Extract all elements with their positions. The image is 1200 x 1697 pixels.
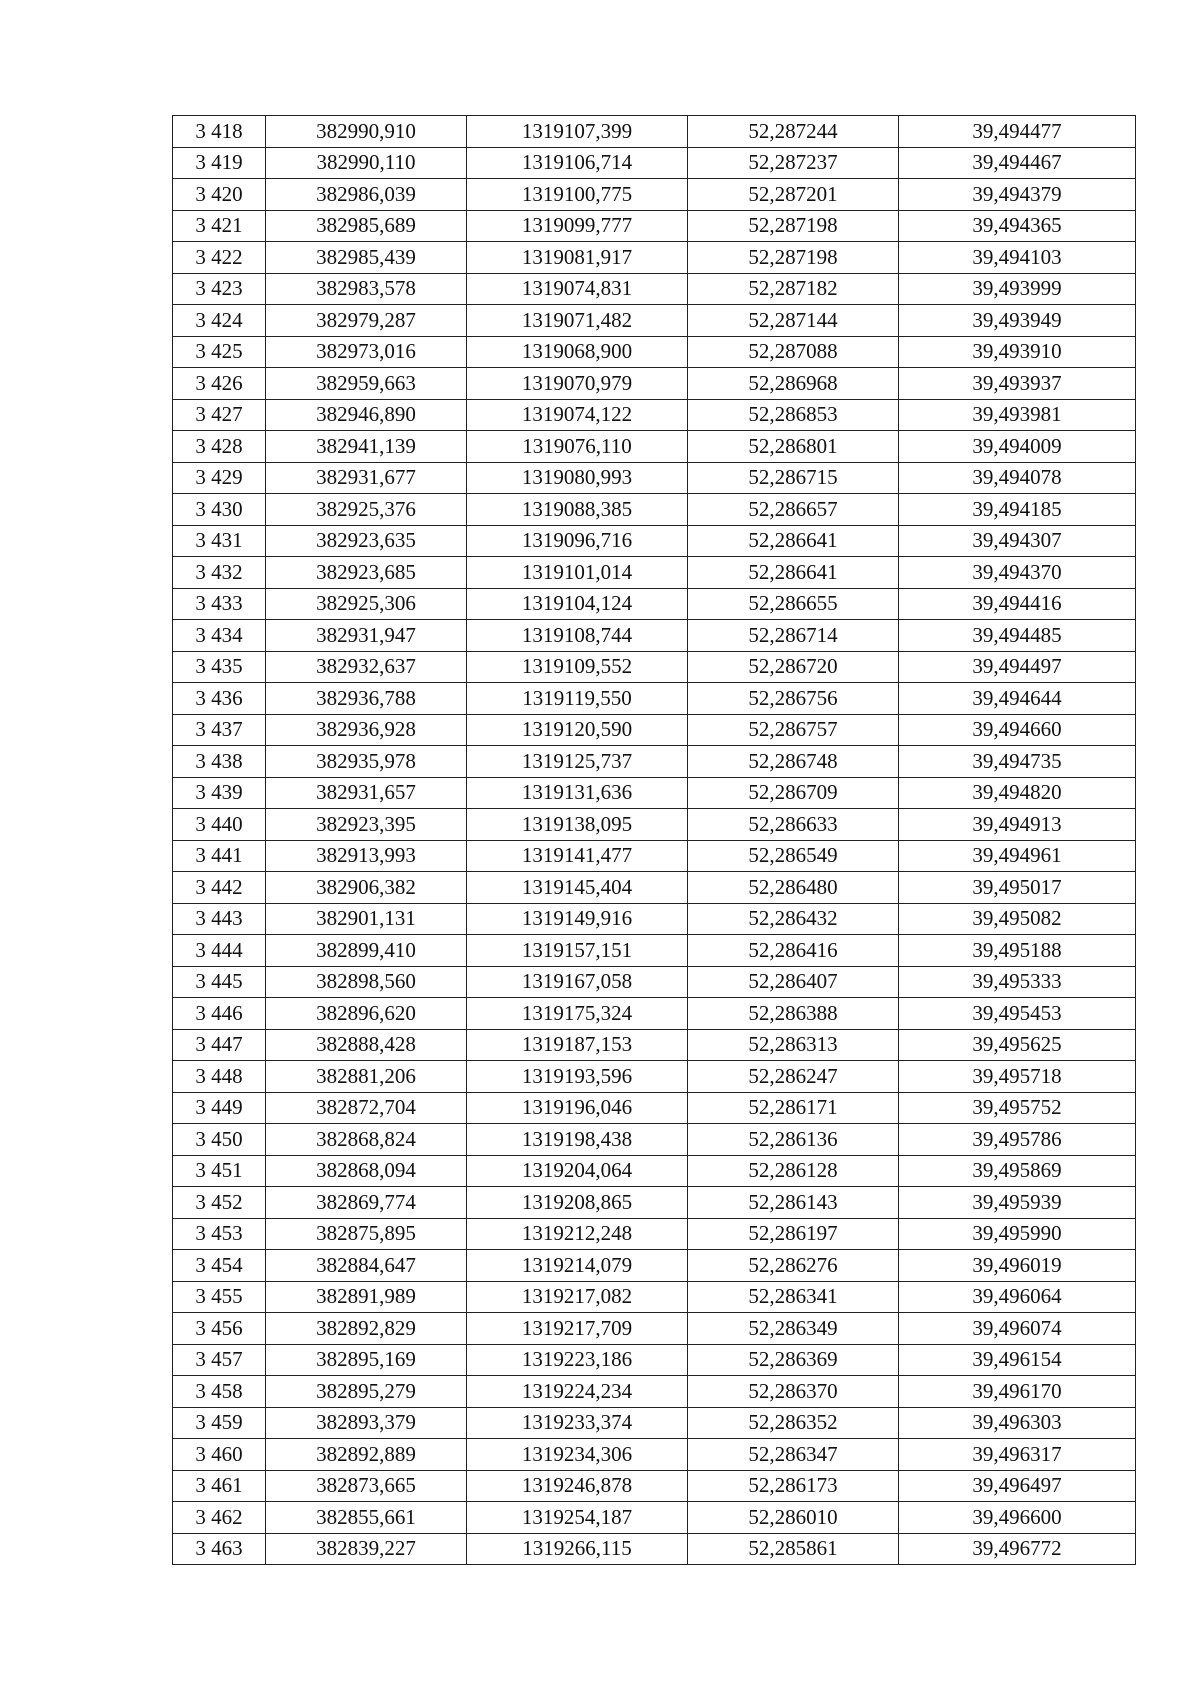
point-number-cell: 3 430 [173,494,266,526]
y-coordinate-cell: 1319149,916 [467,903,688,935]
point-number-cell: 3 460 [173,1439,266,1471]
y-coordinate-cell: 1319120,590 [467,714,688,746]
x-coordinate-cell: 382959,663 [266,368,467,400]
longitude-cell: 39,495333 [899,966,1136,998]
x-coordinate-cell: 382985,439 [266,242,467,274]
longitude-cell: 39,494467 [899,147,1136,179]
longitude-cell: 39,493937 [899,368,1136,400]
y-coordinate-cell: 1319131,636 [467,777,688,809]
latitude-cell: 52,286416 [688,935,899,967]
latitude-cell: 52,286143 [688,1187,899,1219]
x-coordinate-cell: 382923,635 [266,525,467,557]
x-coordinate-cell: 382925,306 [266,588,467,620]
table-row [173,1407,1136,1439]
table-row [173,1502,1136,1534]
longitude-cell: 39,494307 [899,525,1136,557]
x-coordinate-cell: 382935,978 [266,746,467,778]
longitude-cell: 39,494370 [899,557,1136,589]
table-row [173,1155,1136,1187]
latitude-cell: 52,286657 [688,494,899,526]
y-coordinate-cell: 1319234,306 [467,1439,688,1471]
latitude-cell: 52,287244 [688,116,899,148]
latitude-cell: 52,286801 [688,431,899,463]
x-coordinate-cell: 382899,410 [266,935,467,967]
y-coordinate-cell: 1319167,058 [467,966,688,998]
point-number-cell: 3 439 [173,777,266,809]
table-row [173,1313,1136,1345]
latitude-cell: 52,286709 [688,777,899,809]
point-number-cell: 3 418 [173,116,266,148]
y-coordinate-cell: 1319070,979 [467,368,688,400]
y-coordinate-cell: 1319100,775 [467,179,688,211]
x-coordinate-cell: 382901,131 [266,903,467,935]
table-row [173,840,1136,872]
x-coordinate-cell: 382855,661 [266,1502,467,1534]
longitude-cell: 39,494485 [899,620,1136,652]
table-row [173,1250,1136,1282]
point-number-cell: 3 443 [173,903,266,935]
y-coordinate-cell: 1319074,122 [467,399,688,431]
latitude-cell: 52,286655 [688,588,899,620]
x-coordinate-cell: 382983,578 [266,273,467,305]
longitude-cell: 39,493949 [899,305,1136,337]
y-coordinate-cell: 1319266,115 [467,1533,688,1565]
longitude-cell: 39,495082 [899,903,1136,935]
x-coordinate-cell: 382869,774 [266,1187,467,1219]
latitude-cell: 52,287198 [688,242,899,274]
table-row [173,210,1136,242]
table-row [173,462,1136,494]
point-number-cell: 3 445 [173,966,266,998]
coordinates-table [172,115,1136,1565]
point-number-cell: 3 463 [173,1533,266,1565]
x-coordinate-cell: 382893,379 [266,1407,467,1439]
x-coordinate-cell: 382839,227 [266,1533,467,1565]
longitude-cell: 39,496303 [899,1407,1136,1439]
point-number-cell: 3 450 [173,1124,266,1156]
longitude-cell: 39,495752 [899,1092,1136,1124]
y-coordinate-cell: 1319088,385 [467,494,688,526]
y-coordinate-cell: 1319157,151 [467,935,688,967]
longitude-cell: 39,495786 [899,1124,1136,1156]
point-number-cell: 3 454 [173,1250,266,1282]
table-row [173,903,1136,935]
table-row [173,1376,1136,1408]
table-row [173,305,1136,337]
longitude-cell: 39,494961 [899,840,1136,872]
x-coordinate-cell: 382913,993 [266,840,467,872]
longitude-cell: 39,496064 [899,1281,1136,1313]
longitude-cell: 39,496074 [899,1313,1136,1345]
point-number-cell: 3 420 [173,179,266,211]
point-number-cell: 3 422 [173,242,266,274]
x-coordinate-cell: 382868,094 [266,1155,467,1187]
point-number-cell: 3 433 [173,588,266,620]
longitude-cell: 39,496154 [899,1344,1136,1376]
x-coordinate-cell: 382946,890 [266,399,467,431]
longitude-cell: 39,494103 [899,242,1136,274]
x-coordinate-cell: 382892,829 [266,1313,467,1345]
x-coordinate-cell: 382979,287 [266,305,467,337]
y-coordinate-cell: 1319106,714 [467,147,688,179]
y-coordinate-cell: 1319214,079 [467,1250,688,1282]
latitude-cell: 52,285861 [688,1533,899,1565]
x-coordinate-cell: 382925,376 [266,494,467,526]
longitude-cell: 39,494477 [899,116,1136,148]
point-number-cell: 3 438 [173,746,266,778]
point-number-cell: 3 441 [173,840,266,872]
table-row [173,494,1136,526]
latitude-cell: 52,287088 [688,336,899,368]
point-number-cell: 3 451 [173,1155,266,1187]
table-row [173,998,1136,1030]
point-number-cell: 3 455 [173,1281,266,1313]
point-number-cell: 3 456 [173,1313,266,1345]
point-number-cell: 3 448 [173,1061,266,1093]
x-coordinate-cell: 382888,428 [266,1029,467,1061]
point-number-cell: 3 440 [173,809,266,841]
table-row [173,147,1136,179]
longitude-cell: 39,494644 [899,683,1136,715]
y-coordinate-cell: 1319076,110 [467,431,688,463]
x-coordinate-cell: 382875,895 [266,1218,467,1250]
latitude-cell: 52,286247 [688,1061,899,1093]
latitude-cell: 52,286313 [688,1029,899,1061]
table-row [173,368,1136,400]
latitude-cell: 52,287201 [688,179,899,211]
longitude-cell: 39,493910 [899,336,1136,368]
y-coordinate-cell: 1319101,014 [467,557,688,589]
longitude-cell: 39,495869 [899,1155,1136,1187]
point-number-cell: 3 423 [173,273,266,305]
x-coordinate-cell: 382868,824 [266,1124,467,1156]
latitude-cell: 52,286714 [688,620,899,652]
x-coordinate-cell: 382884,647 [266,1250,467,1282]
latitude-cell: 52,286720 [688,651,899,683]
point-number-cell: 3 457 [173,1344,266,1376]
latitude-cell: 52,287198 [688,210,899,242]
longitude-cell: 39,494497 [899,651,1136,683]
point-number-cell: 3 434 [173,620,266,652]
latitude-cell: 52,286549 [688,840,899,872]
latitude-cell: 52,287237 [688,147,899,179]
y-coordinate-cell: 1319246,878 [467,1470,688,1502]
latitude-cell: 52,286128 [688,1155,899,1187]
coordinates-table-body [173,116,1136,1565]
point-number-cell: 3 444 [173,935,266,967]
latitude-cell: 52,286173 [688,1470,899,1502]
point-number-cell: 3 426 [173,368,266,400]
latitude-cell: 52,286136 [688,1124,899,1156]
latitude-cell: 52,286370 [688,1376,899,1408]
y-coordinate-cell: 1319096,716 [467,525,688,557]
point-number-cell: 3 425 [173,336,266,368]
y-coordinate-cell: 1319125,737 [467,746,688,778]
y-coordinate-cell: 1319108,744 [467,620,688,652]
x-coordinate-cell: 382941,139 [266,431,467,463]
y-coordinate-cell: 1319233,374 [467,1407,688,1439]
point-number-cell: 3 428 [173,431,266,463]
x-coordinate-cell: 382973,016 [266,336,467,368]
table-row [173,242,1136,274]
table-row [173,620,1136,652]
point-number-cell: 3 436 [173,683,266,715]
y-coordinate-cell: 1319223,186 [467,1344,688,1376]
x-coordinate-cell: 382898,560 [266,966,467,998]
table-row [173,1281,1136,1313]
x-coordinate-cell: 382873,665 [266,1470,467,1502]
longitude-cell: 39,494735 [899,746,1136,778]
point-number-cell: 3 452 [173,1187,266,1219]
y-coordinate-cell: 1319068,900 [467,336,688,368]
latitude-cell: 52,286276 [688,1250,899,1282]
longitude-cell: 39,495990 [899,1218,1136,1250]
latitude-cell: 52,286010 [688,1502,899,1534]
point-number-cell: 3 462 [173,1502,266,1534]
longitude-cell: 39,494009 [899,431,1136,463]
latitude-cell: 52,286480 [688,872,899,904]
latitude-cell: 52,286197 [688,1218,899,1250]
latitude-cell: 52,286388 [688,998,899,1030]
latitude-cell: 52,286171 [688,1092,899,1124]
x-coordinate-cell: 382872,704 [266,1092,467,1124]
x-coordinate-cell: 382906,382 [266,872,467,904]
y-coordinate-cell: 1319119,550 [467,683,688,715]
x-coordinate-cell: 382986,039 [266,179,467,211]
longitude-cell: 39,496772 [899,1533,1136,1565]
table-row [173,651,1136,683]
x-coordinate-cell: 382931,677 [266,462,467,494]
latitude-cell: 52,286347 [688,1439,899,1471]
x-coordinate-cell: 382892,889 [266,1439,467,1471]
table-row [173,588,1136,620]
x-coordinate-cell: 382936,788 [266,683,467,715]
y-coordinate-cell: 1319204,064 [467,1155,688,1187]
longitude-cell: 39,496317 [899,1439,1136,1471]
latitude-cell: 52,286715 [688,462,899,494]
latitude-cell: 52,286748 [688,746,899,778]
point-number-cell: 3 447 [173,1029,266,1061]
y-coordinate-cell: 1319138,095 [467,809,688,841]
point-number-cell: 3 442 [173,872,266,904]
longitude-cell: 39,496600 [899,1502,1136,1534]
longitude-cell: 39,494913 [899,809,1136,841]
point-number-cell: 3 446 [173,998,266,1030]
table-row [173,1092,1136,1124]
table-row [173,557,1136,589]
latitude-cell: 52,286341 [688,1281,899,1313]
longitude-cell: 39,494185 [899,494,1136,526]
y-coordinate-cell: 1319104,124 [467,588,688,620]
point-number-cell: 3 461 [173,1470,266,1502]
y-coordinate-cell: 1319217,082 [467,1281,688,1313]
y-coordinate-cell: 1319217,709 [467,1313,688,1345]
y-coordinate-cell: 1319187,153 [467,1029,688,1061]
longitude-cell: 39,496019 [899,1250,1136,1282]
table-row [173,431,1136,463]
point-number-cell: 3 427 [173,399,266,431]
table-row [173,116,1136,148]
longitude-cell: 39,494416 [899,588,1136,620]
point-number-cell: 3 432 [173,557,266,589]
table-row [173,777,1136,809]
longitude-cell: 39,494078 [899,462,1136,494]
table-row [173,1470,1136,1502]
latitude-cell: 52,286352 [688,1407,899,1439]
longitude-cell: 39,494379 [899,179,1136,211]
y-coordinate-cell: 1319196,046 [467,1092,688,1124]
x-coordinate-cell: 382931,657 [266,777,467,809]
x-coordinate-cell: 382985,689 [266,210,467,242]
latitude-cell: 52,286432 [688,903,899,935]
latitude-cell: 52,286633 [688,809,899,841]
latitude-cell: 52,286407 [688,966,899,998]
longitude-cell: 39,495939 [899,1187,1136,1219]
point-number-cell: 3 435 [173,651,266,683]
table-row [173,683,1136,715]
point-number-cell: 3 437 [173,714,266,746]
longitude-cell: 39,493999 [899,273,1136,305]
latitude-cell: 52,287182 [688,273,899,305]
table-row [173,1187,1136,1219]
latitude-cell: 52,286641 [688,525,899,557]
point-number-cell: 3 449 [173,1092,266,1124]
x-coordinate-cell: 382923,395 [266,809,467,841]
point-number-cell: 3 424 [173,305,266,337]
table-row [173,336,1136,368]
latitude-cell: 52,286968 [688,368,899,400]
table-row [173,935,1136,967]
y-coordinate-cell: 1319099,777 [467,210,688,242]
x-coordinate-cell: 382931,947 [266,620,467,652]
table-row [173,872,1136,904]
point-number-cell: 3 421 [173,210,266,242]
x-coordinate-cell: 382936,928 [266,714,467,746]
table-row [173,714,1136,746]
table-row [173,966,1136,998]
y-coordinate-cell: 1319141,477 [467,840,688,872]
y-coordinate-cell: 1319175,324 [467,998,688,1030]
longitude-cell: 39,496497 [899,1470,1136,1502]
latitude-cell: 52,286349 [688,1313,899,1345]
x-coordinate-cell: 382881,206 [266,1061,467,1093]
x-coordinate-cell: 382990,110 [266,147,467,179]
y-coordinate-cell: 1319071,482 [467,305,688,337]
longitude-cell: 39,495453 [899,998,1136,1030]
x-coordinate-cell: 382990,910 [266,116,467,148]
y-coordinate-cell: 1319074,831 [467,273,688,305]
latitude-cell: 52,286757 [688,714,899,746]
point-number-cell: 3 419 [173,147,266,179]
x-coordinate-cell: 382891,989 [266,1281,467,1313]
longitude-cell: 39,496170 [899,1376,1136,1408]
x-coordinate-cell: 382896,620 [266,998,467,1030]
longitude-cell: 39,494365 [899,210,1136,242]
point-number-cell: 3 459 [173,1407,266,1439]
longitude-cell: 39,495625 [899,1029,1136,1061]
x-coordinate-cell: 382895,169 [266,1344,467,1376]
y-coordinate-cell: 1319254,187 [467,1502,688,1534]
y-coordinate-cell: 1319224,234 [467,1376,688,1408]
table-row [173,525,1136,557]
table-row [173,399,1136,431]
longitude-cell: 39,494660 [899,714,1136,746]
table-row [173,1533,1136,1565]
latitude-cell: 52,287144 [688,305,899,337]
latitude-cell: 52,286641 [688,557,899,589]
table-row [173,746,1136,778]
point-number-cell: 3 431 [173,525,266,557]
x-coordinate-cell: 382895,279 [266,1376,467,1408]
table-row [173,1439,1136,1471]
table-row [173,1061,1136,1093]
y-coordinate-cell: 1319212,248 [467,1218,688,1250]
x-coordinate-cell: 382923,685 [266,557,467,589]
table-row [173,809,1136,841]
point-number-cell: 3 429 [173,462,266,494]
table-row [173,1124,1136,1156]
y-coordinate-cell: 1319193,596 [467,1061,688,1093]
longitude-cell: 39,495017 [899,872,1136,904]
y-coordinate-cell: 1319198,438 [467,1124,688,1156]
latitude-cell: 52,286756 [688,683,899,715]
latitude-cell: 52,286853 [688,399,899,431]
y-coordinate-cell: 1319109,552 [467,651,688,683]
x-coordinate-cell: 382932,637 [266,651,467,683]
y-coordinate-cell: 1319208,865 [467,1187,688,1219]
y-coordinate-cell: 1319107,399 [467,116,688,148]
longitude-cell: 39,495188 [899,935,1136,967]
longitude-cell: 39,495718 [899,1061,1136,1093]
latitude-cell: 52,286369 [688,1344,899,1376]
table-row [173,1344,1136,1376]
table-row [173,179,1136,211]
table-row [173,1218,1136,1250]
longitude-cell: 39,493981 [899,399,1136,431]
y-coordinate-cell: 1319080,993 [467,462,688,494]
table-row [173,273,1136,305]
y-coordinate-cell: 1319145,404 [467,872,688,904]
point-number-cell: 3 453 [173,1218,266,1250]
longitude-cell: 39,494820 [899,777,1136,809]
table-row [173,1029,1136,1061]
point-number-cell: 3 458 [173,1376,266,1408]
y-coordinate-cell: 1319081,917 [467,242,688,274]
